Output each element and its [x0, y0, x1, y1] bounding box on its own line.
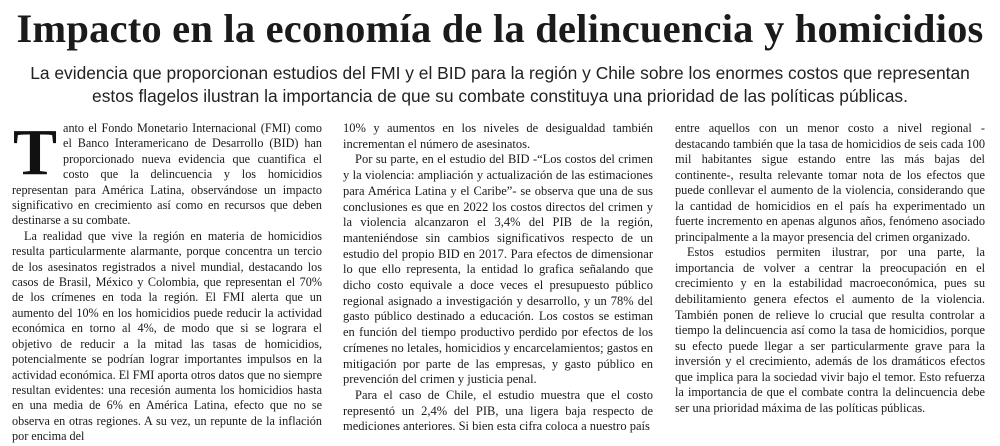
paragraph: La realidad que vive la región en materia de homicidios resulta particularmente alarmante, porque concentra un tercio de los asesinatos registrados a nivel mundial, destacando los casos de Brasil, México y Colombia, que representan el 70% de los crímenes en toda la región. El FMI alerta que un aumento del 10% en los homicidios puede reducir la actividad económica en torno al 4%, de modo que si se lograra el objetivo de reducir a la mitad las tasas de homicidios, potencialmente se podrían lograr importantes impulsos en la actividad económica. El FMI aporta otros datos que no siempre resultan evidentes: una recesión aumenta los homicidios hasta en una media de 6% en América Latina, efecto que no se observa en otras regiones. A su vez, un repunte de la inflación por encima del: [12, 228, 322, 444]
paragraph: Por su parte, en el estudio del BID -“Los costos del crimen y la violencia: ampliación y actualización de las estimaciones para América Latina y el Caribe”- se observa que una de sus conclusiones es que en 2022 los costos directos del crimen y la violencia alcanzaron el 3,4% del PIB de la región, manteniéndose sin cambios significativos respecto de un estudio del propio BID en 2017. Para efectos de dimensionar lo que ello representa, la entidad lo grafica señalando que dicho costo equivale a doce veces el presupuesto público regional asignado a investigación y desarrollo, y un 78% del gasto público destinado a educación. Los costos se estiman en función del tiempo productivo perdido por efectos de los crímenes no letales, homicidios y encarcelamientos; gastos en mitigación por parte de las empresas, y gasto público en prevención del crimen y justicia penal.: [343, 152, 653, 387]
article-column-2: [343, 121, 653, 445]
paragraph: anto el Fondo Monetario Internacional (FMI) como el Banco Interamericano de Desarrollo (BID) han proporcionado nueva evidencia que cuantifica el costo que la delincuencia y los homicidios representan para América Latina, observándose un impacto significativo en crecimiento así como en recursos que deben destinarse a su combate.: [12, 121, 322, 228]
article-column-3: [675, 121, 985, 445]
paragraph: 10% y aumentos en los niveles de desigualdad también incrementan el número de asesinatos.: [343, 121, 653, 151]
subtitle: La evidencia que proporcionan estudios del FMI y el BID para la región y Chile sobre los enormes costos que representan estos flagelos ilustran la importancia de que su combate constituya una prioridad de las políticas públicas.: [30, 63, 970, 106]
paragraph: entre aquellos con un menor costo a nivel regional -destacando también que la tasa de homicidios de seis cada 100 mil habitantes sigue estando entre las más bajas del continente-, resulta relevante tomar nota de los efectos que puede conllevar el aumento de la violencia, considerando que la cantidad de homicidios en el país ha experimentado un fuerte incremento en apenas algunos años, fenómeno asociado principalmente a la mayor presencia del crimen organizado.: [675, 121, 985, 244]
paragraph: Para el caso de Chile, el estudio muestra que el costo representó un 2,4% del PIB, una ligera baja respecto de mediciones anteriores. Si bien esta cifra coloca a nuestro país: [343, 387, 653, 434]
paragraph: Estos estudios permiten ilustrar, por una parte, la importancia de volver a centrar la preocupación en el crecimiento y en la estabilidad macroeconómica, pues su debilitamiento genera efectos el aumento de la violencia. También ponen de relieve lo crucial que resulta controlar a tiempo la delincuencia así como la tasa de homicidios, porque su efecto puede llegar a ser particularmente grave para la inversión y el crecimiento, además de los dramáticos efectos que implica para la sociedad vivir bajo el temor. Esto refuerza la importancia de que el combate contra la delincuencia debe ser una prioridad máxima de las políticas públicas.: [675, 245, 985, 415]
headline: Impacto en la economía de la delincuencia y homicidios: [16, 6, 984, 51]
drop-cap: T: [13, 121, 58, 189]
article-column-1: [12, 121, 322, 445]
